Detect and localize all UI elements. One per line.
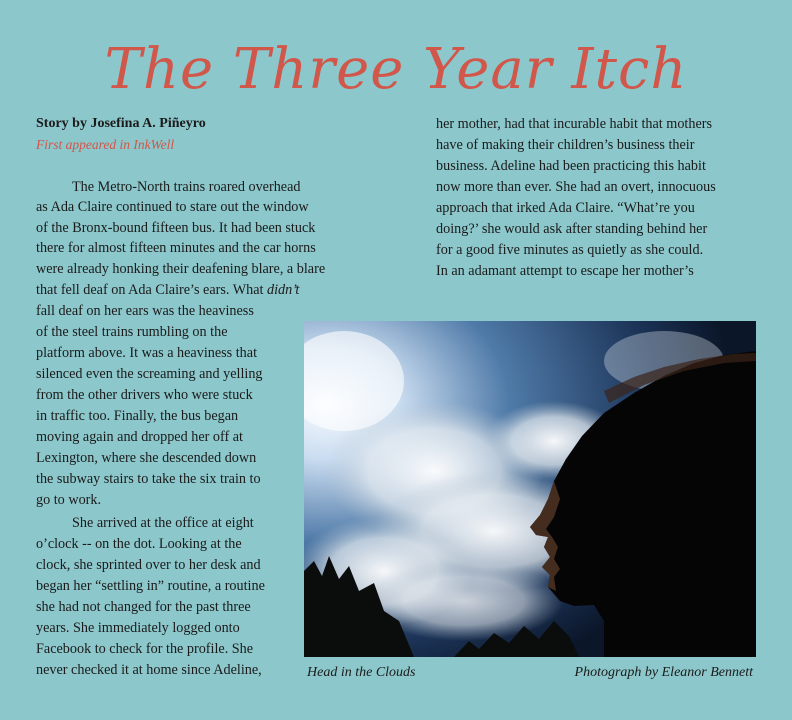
text-line: she had not changed for the past three xyxy=(36,599,251,615)
text-line: from the other drivers who were stuck xyxy=(36,387,253,403)
text-line: of the Bronx-bound fifteen bus. It had been stuck xyxy=(36,220,316,236)
text-line: began her “settling in” routine, a routine xyxy=(36,578,265,594)
story-title: The Three Year Itch xyxy=(104,37,688,102)
text-line: approach that irked Ada Claire. “What’re you xyxy=(436,200,695,216)
photograph xyxy=(304,321,756,657)
text-line: her mother, had that incurable habit that mothers xyxy=(436,116,712,132)
text-line: years. She immediately logged onto xyxy=(36,620,240,636)
text-line: in traffic too. Finally, the bus began xyxy=(36,408,239,424)
text-line: there for almost fifteen minutes and the car horns xyxy=(36,240,316,256)
text-line: platform above. It was a heaviness that xyxy=(36,345,258,361)
photo-credit: Photograph by Eleanor Bennett xyxy=(574,665,753,680)
text-line: never checked it at home since Adeline, xyxy=(36,662,262,678)
text-line: have of making their children’s business their xyxy=(436,137,695,153)
text-line: fall deaf on her ears was the heaviness xyxy=(36,303,254,319)
text-line: The Metro-North trains roared overhead xyxy=(72,179,301,195)
text-line: She arrived at the office at eight xyxy=(72,515,254,531)
text-line: of the steel trains rumbling on the xyxy=(36,324,228,340)
text-line: as Ada Claire continued to stare out the window xyxy=(36,199,309,215)
text-line: for a good five minutes as quietly as she could. xyxy=(436,242,704,258)
text-line: the subway stairs to take the six train to xyxy=(36,471,261,487)
byline: Story by Josefina A. Piñeyro xyxy=(36,116,206,131)
text-line: now more than ever. She had an overt, innocuous xyxy=(436,179,716,195)
text-line: o’clock -- on the dot. Looking at the xyxy=(36,536,242,552)
text-line: Lexington, where she descended down xyxy=(36,450,257,466)
silhouette-photo-image xyxy=(304,321,756,657)
text-line: In an adamant attempt to escape her mother’s xyxy=(436,263,694,279)
text-line: business. Adeline had been practicing this habit xyxy=(436,158,706,174)
text-line: silenced even the screaming and yelling xyxy=(36,366,263,382)
text-line: moving again and dropped her off at xyxy=(36,429,243,445)
text-line xyxy=(36,280,299,300)
emphasis-text: didn’t xyxy=(267,282,300,298)
text-line: were already honking their deafening blare, a blare xyxy=(36,261,326,277)
text-line: clock, she sprinted over to her desk and xyxy=(36,557,261,573)
text-line: Facebook to check for the profile. She xyxy=(36,641,254,657)
first-appeared-note: First appeared in InkWell xyxy=(36,137,175,152)
text-line: doing?’ she would ask after standing behind her xyxy=(436,221,708,237)
text-run: that fell deaf on Ada Claire’s ears. What xyxy=(36,282,267,298)
photo-caption: Head in the Clouds xyxy=(307,665,416,680)
text-line: go to work. xyxy=(36,492,102,508)
